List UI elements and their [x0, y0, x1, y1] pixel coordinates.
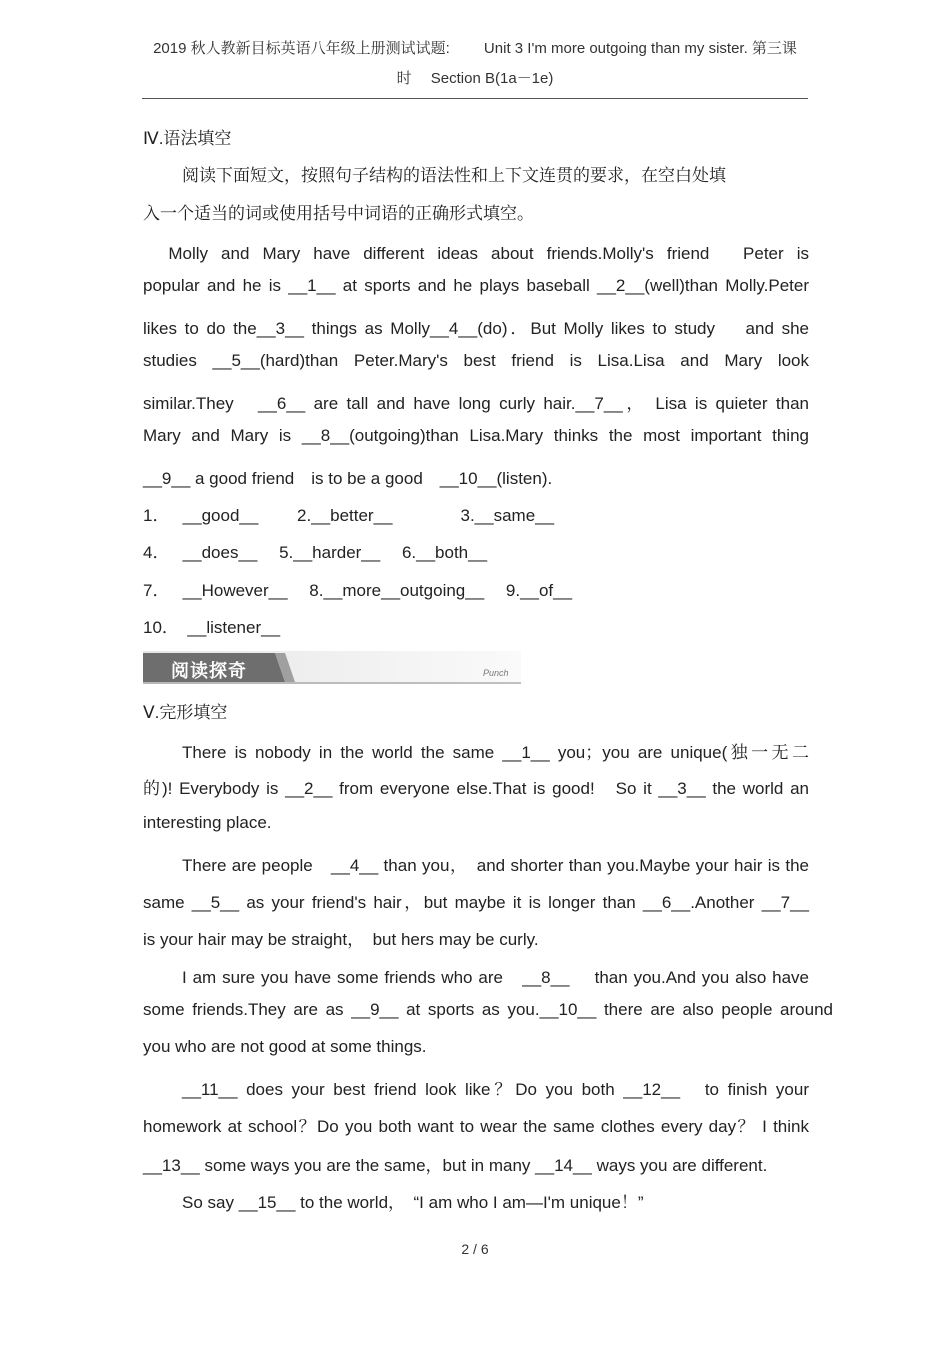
passage-line: similar.They __6__ are tall and have long curly hair.__7__， Lisa is quieter than	[143, 394, 809, 413]
cloze-line: interesting place.	[143, 813, 272, 832]
header-line-2: 时 Section B(1a－1e)	[396, 70, 554, 87]
passage-line: popular and he is __1__ at sports and he plays baseball __2__(well)than Molly.Peter	[143, 276, 809, 295]
cloze-line: I am sure you have some friends who are __8__ than you.And you also have	[182, 968, 809, 987]
cloze-line: you who are not good at some things.	[143, 1037, 427, 1056]
cloze-line: 的)! Everybody is __2__ from everyone else.That is good! So it __3__ the world an	[143, 779, 809, 798]
passage-line: Mary and Mary is __8__(outgoing)than Lisa.Mary thinks the most important thing	[143, 426, 809, 445]
cloze-line: is your hair may be straight， but hers may be curly.	[143, 930, 539, 949]
page-header	[142, 34, 808, 94]
header-line-1: 2019 秋人教新目标英语八年级上册测试试题: Unit 3 I'm more outgoing than my sister. 第三课	[153, 40, 797, 57]
cloze-line: __11__ does your best friend look like？Do you both __12__ to finish your	[182, 1080, 809, 1099]
passage-line: likes to do the__3__ things as Molly__4__(do)．But Molly likes to study and she	[143, 319, 809, 338]
banner-subtitle: Punch	[483, 668, 509, 678]
passage-line: studies __5__(hard)than Peter.Mary's best friend is Lisa.Lisa and Mary look	[143, 351, 809, 370]
cloze-line: homework at school？Do you both want to wear the same clothes every day？ I think	[143, 1117, 809, 1136]
passage-line: __9__ a good friend is to be a good __10__(listen).	[143, 469, 553, 488]
answer-line: 10． __listener__	[143, 618, 281, 637]
cloze-line: same __5__ as your friend's hair，but maybe it is longer than __6__.Another __7__	[143, 893, 809, 912]
cloze-line: There are people __4__ than you， and shorter than you.Maybe your hair is the	[182, 856, 809, 875]
section-4-title: Ⅳ.语法填空	[143, 129, 232, 148]
section-4-instruction-line-1: 阅读下面短文，按照句子结构的语法性和上下文连贯的要求，在空白处填	[182, 166, 726, 185]
cloze-line: __13__ some ways you are the same，but in many __14__ ways you are different.	[143, 1156, 768, 1175]
passage-line: Molly and Mary have different ideas about friends.Molly's friend Peter is	[143, 244, 809, 263]
section-5-title: Ⅴ.完形填空	[143, 703, 228, 722]
answer-line: 7． __However__ 8.__more__outgoing__ 9.__of__	[143, 581, 573, 600]
answer-line: 4． __does__ 5.__harder__ 6.__both__	[143, 543, 488, 562]
header-divider	[142, 98, 808, 99]
cloze-line: some friends.They are as __9__ at sports as you.__10__ there are also people around	[143, 1000, 833, 1019]
page-number: 2 / 6	[461, 1241, 489, 1257]
section-4-instruction-line-2: 入一个适当的词或使用括号中词语的正确形式填空。	[143, 204, 534, 223]
banner-title: 阅读探奇	[171, 661, 247, 681]
cloze-line: So say __15__ to the world， “I am who I am—I'm unique！”	[182, 1193, 644, 1212]
answer-line: 1． __good__ 2.__better__ 3.__same__	[143, 506, 555, 525]
cloze-line: There is nobody in the world the same __1__ you；you are unique(独一无二	[182, 743, 809, 762]
reading-banner	[143, 651, 521, 684]
